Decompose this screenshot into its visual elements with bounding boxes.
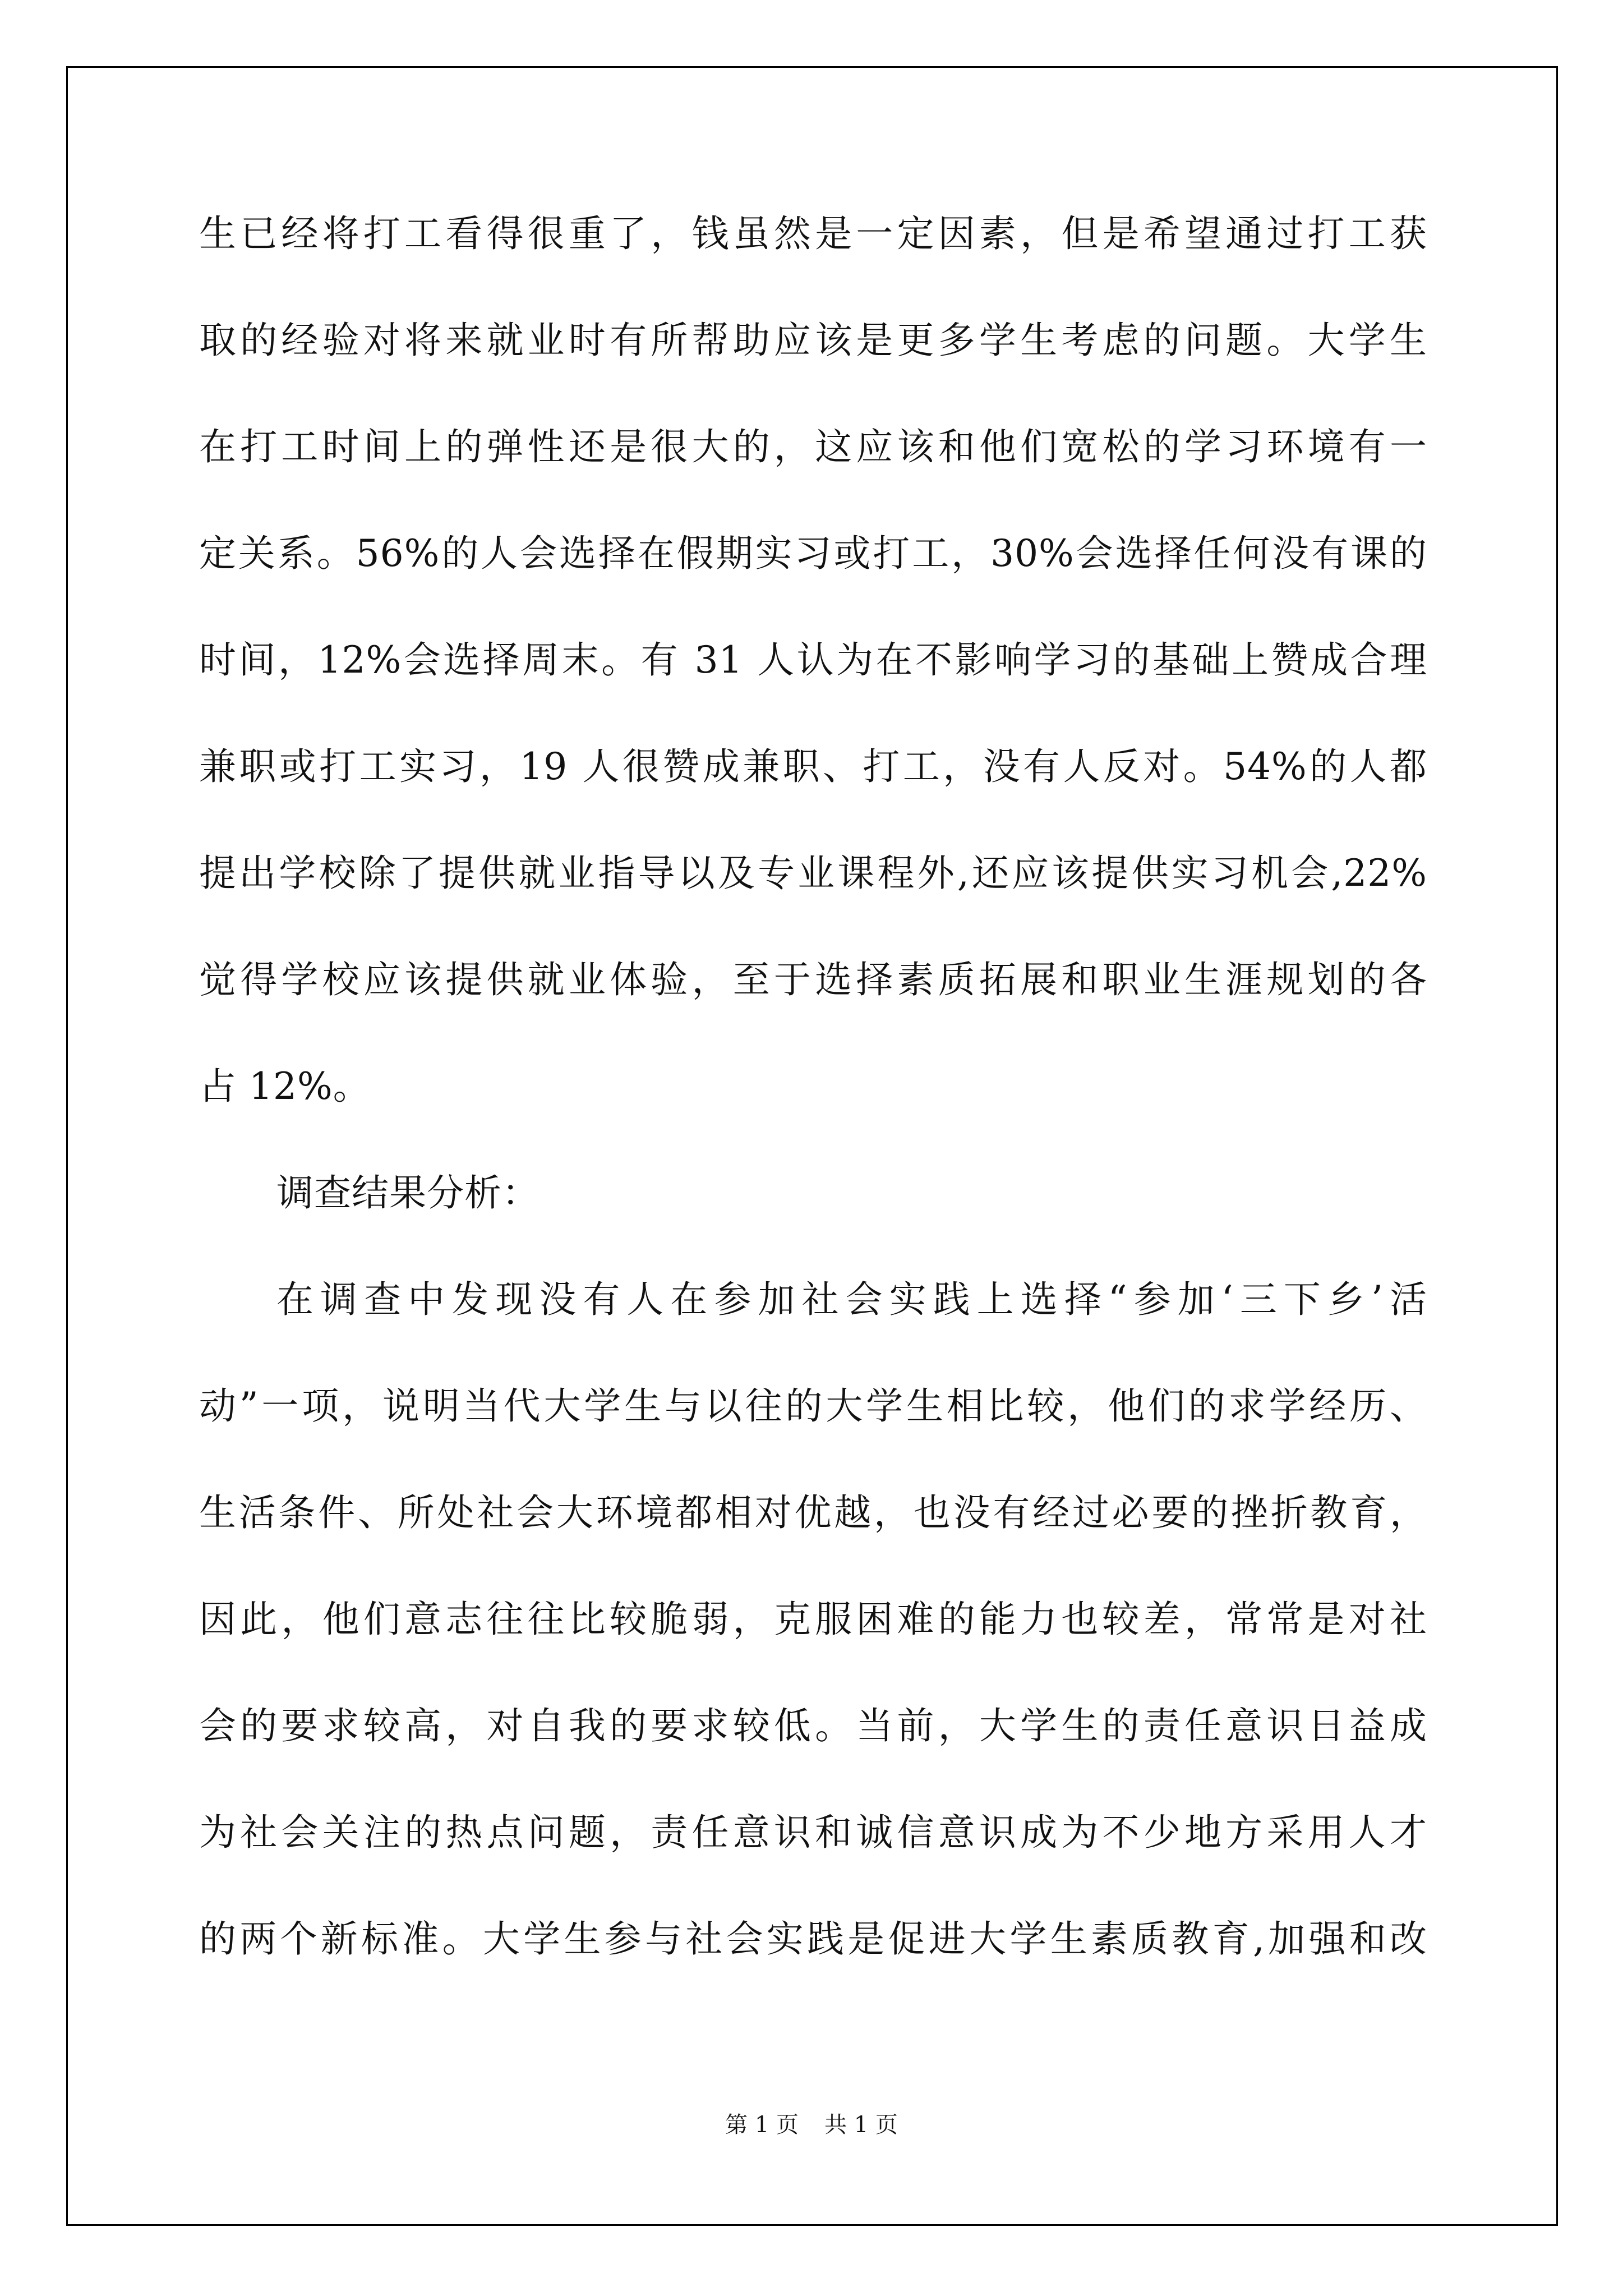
text-line: 提出学校除了提供就业指导以及专业课程外,还应该提供实习机会,22% xyxy=(199,852,1427,895)
page-footer xyxy=(0,2109,1623,2141)
text-line: 生活条件、所处社会大环境都相对优越，也没有经过必要的挫折教育， xyxy=(199,1491,1427,1534)
text-line: 兼职或打工实习，19 人很赞成兼职、打工，没有人反对。54%的人都 xyxy=(199,745,1427,788)
text-line: 觉得学校应该提供就业体验，至于选择素质拓展和职业生涯规划的各 xyxy=(199,958,1427,1001)
text-line: 因此，他们意志往往比较脆弱，克服困难的能力也较差，常常是对社 xyxy=(199,1598,1427,1641)
text-line: 占 12%。 xyxy=(199,1065,371,1108)
text-line: 取的经验对将来就业时有所帮助应该是更多学生考虑的问题。大学生 xyxy=(199,319,1427,362)
page-number: 第 1 页 xyxy=(725,2112,799,2138)
text-line: 定关系。56%的人会选择在假期实习或打工，30%会选择任何没有课的 xyxy=(199,532,1427,575)
text-line: 会的要求较高，对自我的要求较低。当前，大学生的责任意识日益成 xyxy=(199,1704,1427,1747)
text-line: 动”一项，说明当代大学生与以往的大学生相比较，他们的求学经历、 xyxy=(199,1384,1427,1428)
text-line: 的两个新标准。大学生参与社会实践是促进大学生素质教育,加强和改 xyxy=(199,1917,1427,1961)
page-border xyxy=(66,66,1558,2226)
text-line: 为社会关注的热点问题，责任意识和诚信意识成为不少地方采用人才 xyxy=(199,1811,1427,1854)
text-line: 在打工时间上的弹性还是很大的，这应该和他们宽松的学习环境有一 xyxy=(199,425,1427,468)
section-heading: 调查结果分析： xyxy=(276,1171,540,1214)
text-line: 生已经将打工看得很重了，钱虽然是一定因素，但是希望通过打工获 xyxy=(199,212,1427,255)
text-line: 时间，12%会选择周末。有 31 人认为在不影响学习的基础上赞成合理 xyxy=(199,638,1427,682)
page-total: 共 1 页 xyxy=(824,2112,898,2138)
text-line: 在调查中发现没有人在参加社会实践上选择“参加‘三下乡’活 xyxy=(276,1278,1427,1321)
